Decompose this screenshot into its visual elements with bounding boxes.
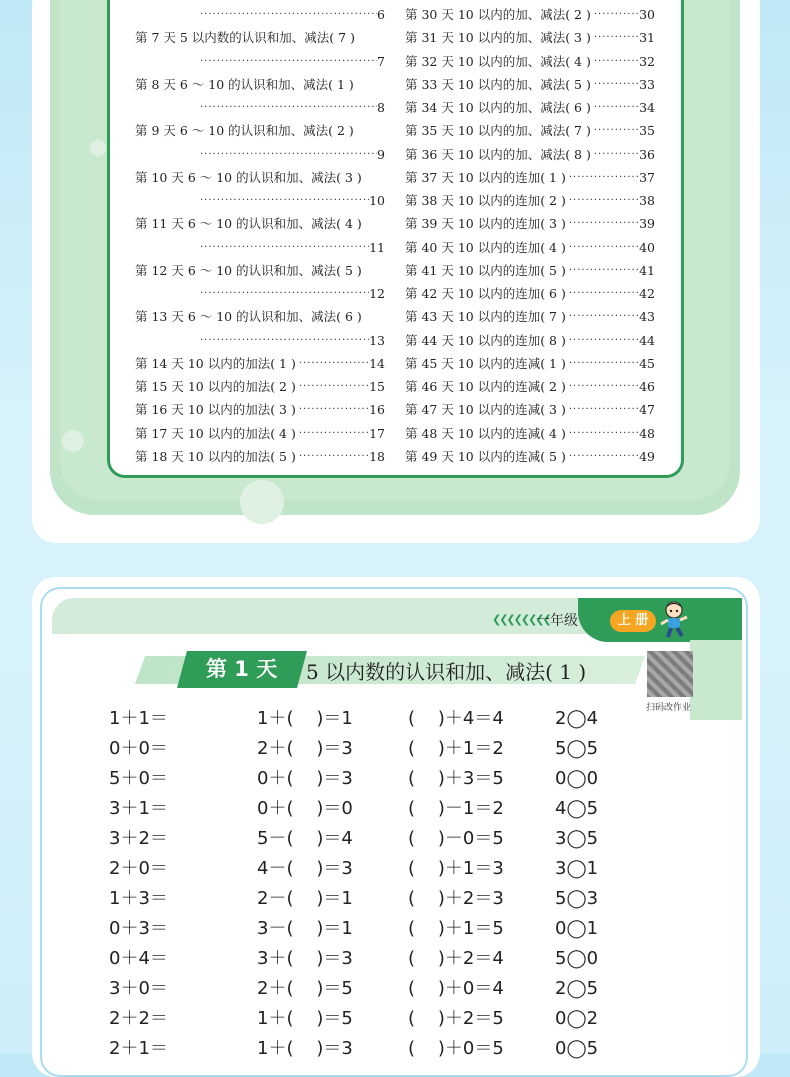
toc-entry-title: 第 41 天 10 以内的连加( 5 ) [405,262,566,278]
toc-leader-dots [566,236,639,259]
toc-right-column [405,3,655,468]
decor-circle [62,430,84,452]
toc-page-number: 49 [639,448,655,464]
toc-leader-dots [566,352,639,375]
toc-page-number: 16 [369,402,385,418]
toc-leader-dots [591,143,639,166]
math-exercise: 5＋0＝ [109,768,168,789]
qr-caption: 扫码改作业 [646,703,692,713]
math-exercise: 1＋3＝ [109,888,168,909]
toc-leader-dots [591,50,639,73]
toc-entry [135,375,385,398]
toc-page-number: 10 [369,193,385,208]
math-exercise: 1＋1＝ [109,708,168,729]
toc-page-number: 32 [639,53,655,69]
toc-entry-title: 第 30 天 10 以内的加、减法( 2 ) [405,7,591,22]
math-exercise: 4－( )＝3 [257,858,353,879]
toc-leader-dots [566,329,639,352]
math-exercise: ( )＋2＝4 [408,948,504,969]
toc-entry-title: 第 35 天 10 以内的加、减法( 7 ) [405,123,591,139]
toc-entry-title: 第 49 天 10 以内的连减( 5 ) [405,448,566,464]
toc-entry-title [135,189,197,212]
toc-entry-title: 第 48 天 10 以内的连减( 4 ) [405,425,566,441]
toc-entry [405,166,655,189]
toc-entry-title: 第 11 天 6 ～ 10 的认识和加、减法( 4 ) [135,216,362,232]
math-exercise: 2＋( )＝5 [257,978,353,999]
toc-entry [405,119,655,142]
math-exercise: 1＋( )＝5 [257,1008,353,1029]
toc-page-number: 12 [369,286,385,301]
math-exercise: ( )＋2＝3 [408,888,504,909]
toc-page-number: 6 [377,7,385,22]
compare-exercise: 2◯5 [555,978,599,999]
toc-entry [405,375,655,398]
math-exercise: ( )＋0＝5 [408,1038,504,1059]
toc-entry [405,445,655,468]
toc-entry-title: 第 33 天 10 以内的加、减法( 5 ) [405,76,591,92]
toc-entry [405,189,655,212]
math-exercise: 3＋0＝ [109,978,168,999]
toc-entry-title: 第 18 天 10 以内的加法( 5 ) [135,448,296,464]
toc-leader-dots [197,50,377,73]
toc-page-number: 18 [369,448,385,464]
math-exercise: ( )＋1＝2 [408,738,504,759]
exercise-column-2 [257,707,353,1067]
toc-page-number: 38 [639,193,655,208]
toc-entry-title [135,50,197,73]
math-exercise: ( )＋4＝4 [408,708,504,729]
toc-entry [135,445,385,468]
toc-leader-dots [197,329,369,352]
toc-page-number: 33 [639,76,655,92]
math-exercise: 1＋( )＝1 [257,708,353,729]
math-exercise: 3＋2＝ [109,828,168,849]
toc-left-column [135,3,385,468]
toc-entry [405,236,655,259]
toc-entry [135,73,385,96]
compare-exercise: 0◯2 [555,1008,599,1029]
toc-entry-title: 第 36 天 10 以内的加、减法( 8 ) [405,146,591,162]
toc-page-number: 30 [639,7,655,22]
compare-exercise: 0◯0 [555,768,599,789]
toc-entry [405,422,655,445]
toc-page-number: 43 [639,309,655,325]
compare-exercise: 5◯0 [555,948,599,969]
toc-entry [135,143,385,166]
toc-entry [135,189,385,212]
math-exercise: ( )－1＝2 [408,798,504,819]
toc-entry [405,212,655,235]
toc-leader-dots [296,422,369,445]
exercise-column-3 [408,707,504,1067]
toc-page-number: 37 [639,169,655,185]
toc-entry [135,3,385,26]
toc-entry [405,50,655,73]
toc-page-number: 47 [639,402,655,418]
toc-entry-title: 第 42 天 10 以内的连加( 6 ) [405,286,566,301]
toc-entry [405,143,655,166]
toc-entry-title: 第 46 天 10 以内的连减( 2 ) [405,379,566,394]
toc-entry [405,26,655,49]
toc-entry [135,236,385,259]
math-exercise: ( )＋1＝3 [408,858,504,879]
toc-entry [135,259,385,282]
math-exercise: 2＋( )＝3 [257,738,353,759]
toc-page-number: 42 [639,286,655,301]
toc-leader-dots [296,375,369,398]
toc-page-number: 9 [377,146,385,162]
toc-entry [135,282,385,305]
math-exercise: 0＋( )＝3 [257,768,353,789]
math-exercise: ( )＋1＝5 [408,918,504,939]
running-kid-icon [658,600,690,640]
math-exercise: ( )－0＝5 [408,828,504,849]
toc-page-number: 34 [639,100,655,115]
toc-leader-dots [296,352,369,375]
toc-entry [135,422,385,445]
toc-entry [135,212,385,235]
lesson-title: 5 以内数的认识和加、减法( 1 ) [306,660,587,684]
toc-leader-dots [197,3,377,26]
toc-entry-title: 第 38 天 10 以内的连加( 2 ) [405,193,566,208]
toc-entry [135,119,385,142]
math-exercise: 2－( )＝1 [257,888,353,909]
math-exercise: 1＋( )＝3 [257,1038,353,1059]
toc-page-number: 45 [639,355,655,371]
toc-leader-dots [591,73,639,96]
grade-label: 一年级 [536,613,578,629]
toc-page-number: 44 [639,332,655,348]
math-exercise: 0＋0＝ [109,738,168,759]
toc-leader-dots [566,189,639,212]
toc-leader-dots [566,398,639,421]
math-exercise: 0＋( )＝0 [257,798,353,819]
toc-page-number: 8 [377,100,385,115]
toc-page-number: 14 [369,355,385,371]
math-exercise: 0＋4＝ [109,948,168,969]
math-exercise: 3－( )＝1 [257,918,353,939]
toc-page-number: 35 [639,123,655,139]
math-exercise: ( )＋2＝5 [408,1008,504,1029]
volume-badge: 上 册 [610,610,656,632]
toc-leader-dots [566,422,639,445]
toc-entry-title [135,282,197,305]
toc-entry [405,398,655,421]
toc-entry-title: 第 17 天 10 以内的加法( 4 ) [135,425,296,441]
day-label [177,651,307,688]
toc-entry [405,305,655,328]
toc-entry-title: 第 16 天 10 以内的加法( 3 ) [135,402,296,418]
toc-entry [135,329,385,352]
toc-entry-title: 第 7 天 5 以内数的认识和加、减法( 7 ) [135,30,355,46]
chevrons-icon: ❮❮❮❮❮❮❮❮ [492,613,550,626]
decor-circle [240,480,284,524]
math-exercise: 2＋2＝ [109,1008,168,1029]
toc-entry-title [135,236,197,259]
toc-entry-title: 第 9 天 6 ～ 10 的认识和加、减法( 2 ) [135,123,354,139]
toc-entry [135,96,385,119]
toc-leader-dots [197,96,377,119]
compare-exercise: 3◯5 [555,828,599,849]
math-exercise: 2＋0＝ [109,858,168,879]
exercise-column-1 [109,707,168,1067]
compare-exercise: 5◯5 [555,738,599,759]
toc-page-number: 36 [639,146,655,162]
toc-leader-dots [197,189,369,212]
toc-page-number: 7 [377,53,385,69]
toc-entry-title: 第 45 天 10 以内的连减( 1 ) [405,355,566,371]
toc-entry [405,73,655,96]
math-exercise: 3＋1＝ [109,798,168,819]
toc-leader-dots [566,259,639,282]
toc-leader-dots [566,375,639,398]
toc-page-number: 41 [639,262,655,278]
toc-page-number: 11 [369,239,385,255]
compare-exercise: 0◯5 [555,1038,599,1059]
toc-page-number: 46 [639,379,655,394]
toc-entry [135,305,385,328]
toc-entry [135,398,385,421]
math-exercise: 3＋( )＝3 [257,948,353,969]
toc-entry-title: 第 8 天 6 ～ 10 的认识和加、减法( 1 ) [135,76,354,92]
qr-code[interactable] [647,651,693,697]
toc-entry [135,50,385,73]
toc-leader-dots [591,3,639,26]
toc-entry-title: 第 37 天 10 以内的连加( 1 ) [405,169,566,185]
toc-entry-title: 第 10 天 6 ～ 10 的认识和加、减法( 3 ) [135,169,362,185]
compare-exercise: 3◯1 [555,858,599,879]
toc-page-number: 39 [639,216,655,232]
toc-leader-dots [197,236,369,259]
toc-leader-dots [566,445,639,468]
toc-entry [405,282,655,305]
exercise-column-4 [555,707,598,1067]
toc-leader-dots [591,26,639,49]
day-label-text: 第 1 天 [206,657,278,681]
toc-entry-title [135,143,197,166]
decor-circle [90,140,106,156]
compare-exercise: 2◯4 [555,708,599,729]
toc-entry-title: 第 39 天 10 以内的连加( 3 ) [405,216,566,232]
toc-entry [135,166,385,189]
toc-entry [135,352,385,375]
toc-entry-title: 第 34 天 10 以内的加、减法( 6 ) [405,100,591,115]
toc-leader-dots [566,166,639,189]
toc-page-number: 40 [639,239,655,255]
toc-entry-title: 第 15 天 10 以内的加法( 2 ) [135,379,296,394]
toc-entry-title: 第 47 天 10 以内的连减( 3 ) [405,402,566,418]
toc-leader-dots [566,212,639,235]
math-exercise: ( )＋3＝5 [408,768,504,789]
toc-entry-title: 第 44 天 10 以内的连加( 8 ) [405,332,566,348]
toc-page-number: 13 [369,332,385,348]
toc-leader-dots [197,282,369,305]
toc-entry-title [135,3,197,26]
math-exercise: 2＋1＝ [109,1038,168,1059]
toc-leader-dots [591,119,639,142]
toc-leader-dots [296,398,369,421]
math-exercise: 5－( )＝4 [257,828,353,849]
toc-entry [405,329,655,352]
toc-entry-title: 第 31 天 10 以内的加、减法( 3 ) [405,30,591,46]
toc-entry-title [135,329,197,352]
toc-entry [405,352,655,375]
toc-page-number: 48 [639,425,655,441]
toc-leader-dots [296,445,369,468]
compare-exercise: 4◯5 [555,798,599,819]
side-strip [690,640,742,720]
toc-entry-title: 第 14 天 10 以内的加法( 1 ) [135,355,296,371]
toc-leader-dots [566,305,639,328]
toc-leader-dots [566,282,639,305]
toc-entry-title [135,96,197,119]
toc-leader-dots [591,96,639,119]
toc-entry [405,3,655,26]
toc-page-number: 31 [639,30,655,46]
toc-entry [405,259,655,282]
toc-entry-title: 第 40 天 10 以内的连加( 4 ) [405,239,566,255]
compare-exercise: 0◯1 [555,918,599,939]
toc-entry-title: 第 32 天 10 以内的加、减法( 4 ) [405,53,591,69]
math-exercise: 0＋3＝ [109,918,168,939]
math-exercise: ( )＋0＝4 [408,978,504,999]
compare-exercise: 5◯3 [555,888,599,909]
toc-entry [405,96,655,119]
toc-entry-title: 第 13 天 6 ～ 10 的认识和加、减法( 6 ) [135,309,362,325]
toc-entry [135,26,385,49]
toc-entry-title: 第 43 天 10 以内的连加( 7 ) [405,309,566,325]
toc-page-number: 17 [369,425,385,441]
toc-page-number: 15 [369,379,385,394]
toc-leader-dots [197,143,377,166]
toc-entry-title: 第 12 天 6 ～ 10 的认识和加、减法( 5 ) [135,262,362,278]
